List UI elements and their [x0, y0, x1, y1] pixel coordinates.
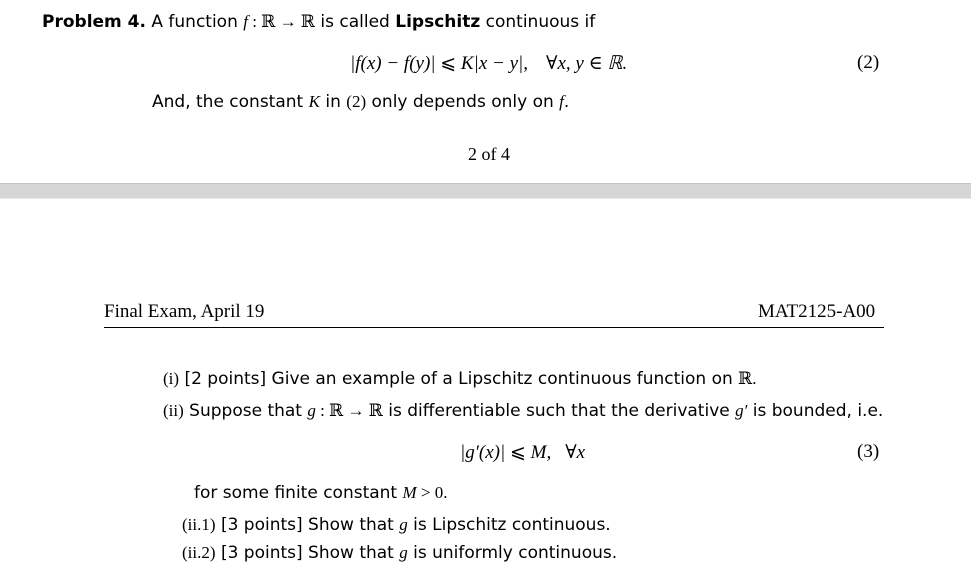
exam-header-left: Final Exam, April 19 [104, 301, 265, 322]
equation-bound [460, 441, 585, 464]
text: is differentiable such that the derivative [382, 401, 736, 421]
text: A function [145, 12, 244, 32]
text: Show that [302, 543, 400, 563]
eq-forall: ∀x, y ∈ ℝ. [546, 53, 628, 74]
header-rule [104, 327, 884, 328]
text: . [563, 92, 570, 112]
item-label: (ii.2) [182, 543, 216, 562]
math-map: : ℝ → ℝ [248, 12, 315, 31]
text: in [319, 92, 347, 112]
math-f: f [559, 92, 564, 111]
text: only depends only on [366, 92, 560, 112]
math-map: : ℝ → ℝ [315, 401, 383, 420]
eq-k: K [460, 53, 474, 74]
eq-ref: (2) [346, 92, 367, 111]
math-r: ℝ. [738, 369, 757, 388]
bold-term: Lipschitz [395, 12, 481, 32]
page-number: 2 of 4 [468, 144, 510, 164]
text: is called [314, 12, 396, 32]
math-gt: > 0. [416, 483, 448, 502]
points: [2 points] [184, 369, 267, 389]
eq-m: M, [530, 442, 552, 463]
eq-rhs: |x − y|, [473, 53, 528, 74]
eq-rel: ⩽ [435, 53, 461, 74]
item-i [163, 369, 757, 389]
item-label: (ii) [163, 401, 184, 420]
text: is uniformly continuous. [407, 543, 618, 563]
item-ii-2 [182, 543, 617, 563]
exam-header-right: MAT2125-A00 [758, 301, 876, 322]
finite-constant-line [194, 483, 448, 503]
equation-lipschitz [350, 52, 627, 75]
points: [3 points] [220, 515, 303, 535]
text: Suppose that [183, 401, 308, 421]
item-label: (ii.1) [182, 515, 216, 534]
page-top [0, 0, 971, 183]
eq-forall: ∀x [565, 442, 586, 463]
problem-label: Problem 4. [42, 12, 146, 32]
math-m: M [402, 483, 417, 502]
math-g: g [307, 401, 316, 420]
text: Give an example of a Lipschitz continuous function on [266, 369, 739, 389]
problem-statement [42, 12, 595, 32]
item-ii-1 [182, 515, 611, 535]
equation-number-3: (3) [857, 441, 880, 462]
text: Show that [302, 515, 400, 535]
text: And, the constant [152, 92, 309, 112]
math-k: K [308, 92, 320, 111]
math-g: g [399, 515, 408, 534]
constant-remark [152, 92, 569, 112]
points: [3 points] [220, 543, 303, 563]
math-g: g [399, 543, 408, 562]
text: is Lipschitz continuous. [407, 515, 611, 535]
page-bottom [0, 199, 971, 588]
eq-lhs: |f(x) − f(y)| [350, 53, 436, 74]
math-gprime: g′ [735, 401, 748, 420]
text: is bounded, i.e. [747, 401, 884, 421]
text: continuous if [480, 12, 596, 32]
math-f: f [243, 12, 248, 31]
equation-number-2: (2) [857, 52, 880, 73]
item-ii [163, 401, 883, 421]
item-label: (i) [163, 369, 180, 388]
eq-lhs: |g′(x)| [460, 442, 506, 463]
page-separator [0, 183, 971, 199]
eq-rel: ⩽ [505, 442, 531, 463]
text: for some finite constant [194, 483, 403, 503]
